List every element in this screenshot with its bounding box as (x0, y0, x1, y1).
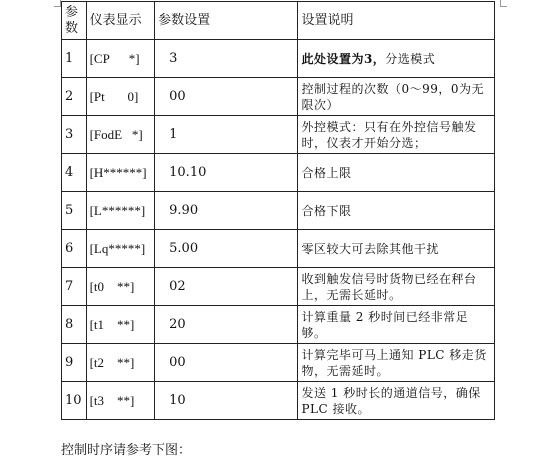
setting-description (298, 192, 495, 230)
header-cell-description: 设置说明 (298, 2, 495, 40)
description-text: 计算完毕可马上通知 PLC 移走货物，无需延时。 (301, 347, 487, 378)
setting-description (298, 344, 495, 382)
table-row (62, 306, 495, 344)
table-row (62, 40, 495, 78)
header-cell-setting: 参数设置 (155, 2, 298, 40)
setting-description (298, 154, 495, 192)
display-code: [t3 **] (86, 382, 155, 420)
table-row (62, 268, 495, 306)
setting-value: 9.90 (155, 192, 298, 230)
setting-value: 3 (155, 40, 298, 78)
setting-description (298, 116, 495, 154)
setting-value: 00 (155, 78, 298, 116)
table-row (62, 116, 495, 154)
display-code: [L******] (86, 192, 155, 230)
header-cell-no: 参数 (62, 2, 87, 40)
setting-description (298, 268, 495, 306)
table-row (62, 78, 495, 116)
parameter-table (61, 1, 495, 420)
setting-value: 10.10 (155, 154, 298, 192)
setting-description (298, 382, 495, 420)
setting-value: 00 (155, 344, 298, 382)
row-number: 7 (62, 268, 87, 306)
header-cell-display: 仪表显示 (86, 2, 155, 40)
description-text: 计算重量 2 秒时间已经非常足够。 (301, 309, 469, 340)
setting-value: 02 (155, 268, 298, 306)
setting-value: 10 (155, 382, 298, 420)
display-code: [t0 **] (86, 268, 155, 306)
row-number: 10 (62, 382, 87, 420)
description-emphasis: 此处设置为3， (301, 51, 386, 66)
description-text: 控制过程的次数（0～99，0为无限次） (301, 81, 484, 112)
row-number: 9 (62, 344, 87, 382)
display-code: [t2 **] (86, 344, 155, 382)
display-code: [CP *] (86, 40, 155, 78)
description-text: 合格上限 (301, 165, 352, 180)
row-number: 6 (62, 230, 87, 268)
setting-value: 5.00 (155, 230, 298, 268)
description-text: 收到触发信号时货物已经在秤台上，无需长延时。 (301, 271, 477, 302)
setting-value: 1 (155, 116, 298, 154)
display-code: [t1 **] (86, 306, 155, 344)
setting-description (298, 306, 495, 344)
display-code: [FodE *] (86, 116, 155, 154)
table-row (62, 230, 495, 268)
description-text: 分选模式 (385, 51, 436, 66)
setting-value: 20 (155, 306, 298, 344)
display-code: [Pt 0] (86, 78, 155, 116)
margin-corner-mark (54, 0, 61, 7)
setting-description (298, 230, 495, 268)
row-number: 2 (62, 78, 87, 116)
row-number: 4 (62, 154, 87, 192)
table-row (62, 154, 495, 192)
table-row (62, 344, 495, 382)
description-text: 合格下限 (301, 203, 352, 218)
description-text: 发送 1 秒时长的通道信号，确保 PLC 接收。 (301, 385, 481, 416)
setting-description (298, 78, 495, 116)
table-row (62, 192, 495, 230)
row-number: 5 (62, 192, 87, 230)
footer-caption: 控制时序请参考下图： (61, 443, 192, 458)
display-code: [H******] (86, 154, 155, 192)
display-code: [Lq*****] (86, 230, 155, 268)
description-text: 外控模式：只有在外控信号触发时，仪表才开始分选； (301, 119, 477, 150)
table-row (62, 382, 495, 420)
margin-corner-mark (500, 0, 507, 7)
description-text: 零区较大可去除其他干扰 (301, 241, 439, 256)
table-header-row (62, 2, 495, 40)
row-number: 1 (62, 40, 87, 78)
row-number: 8 (62, 306, 87, 344)
setting-description (298, 40, 495, 78)
row-number: 3 (62, 116, 87, 154)
